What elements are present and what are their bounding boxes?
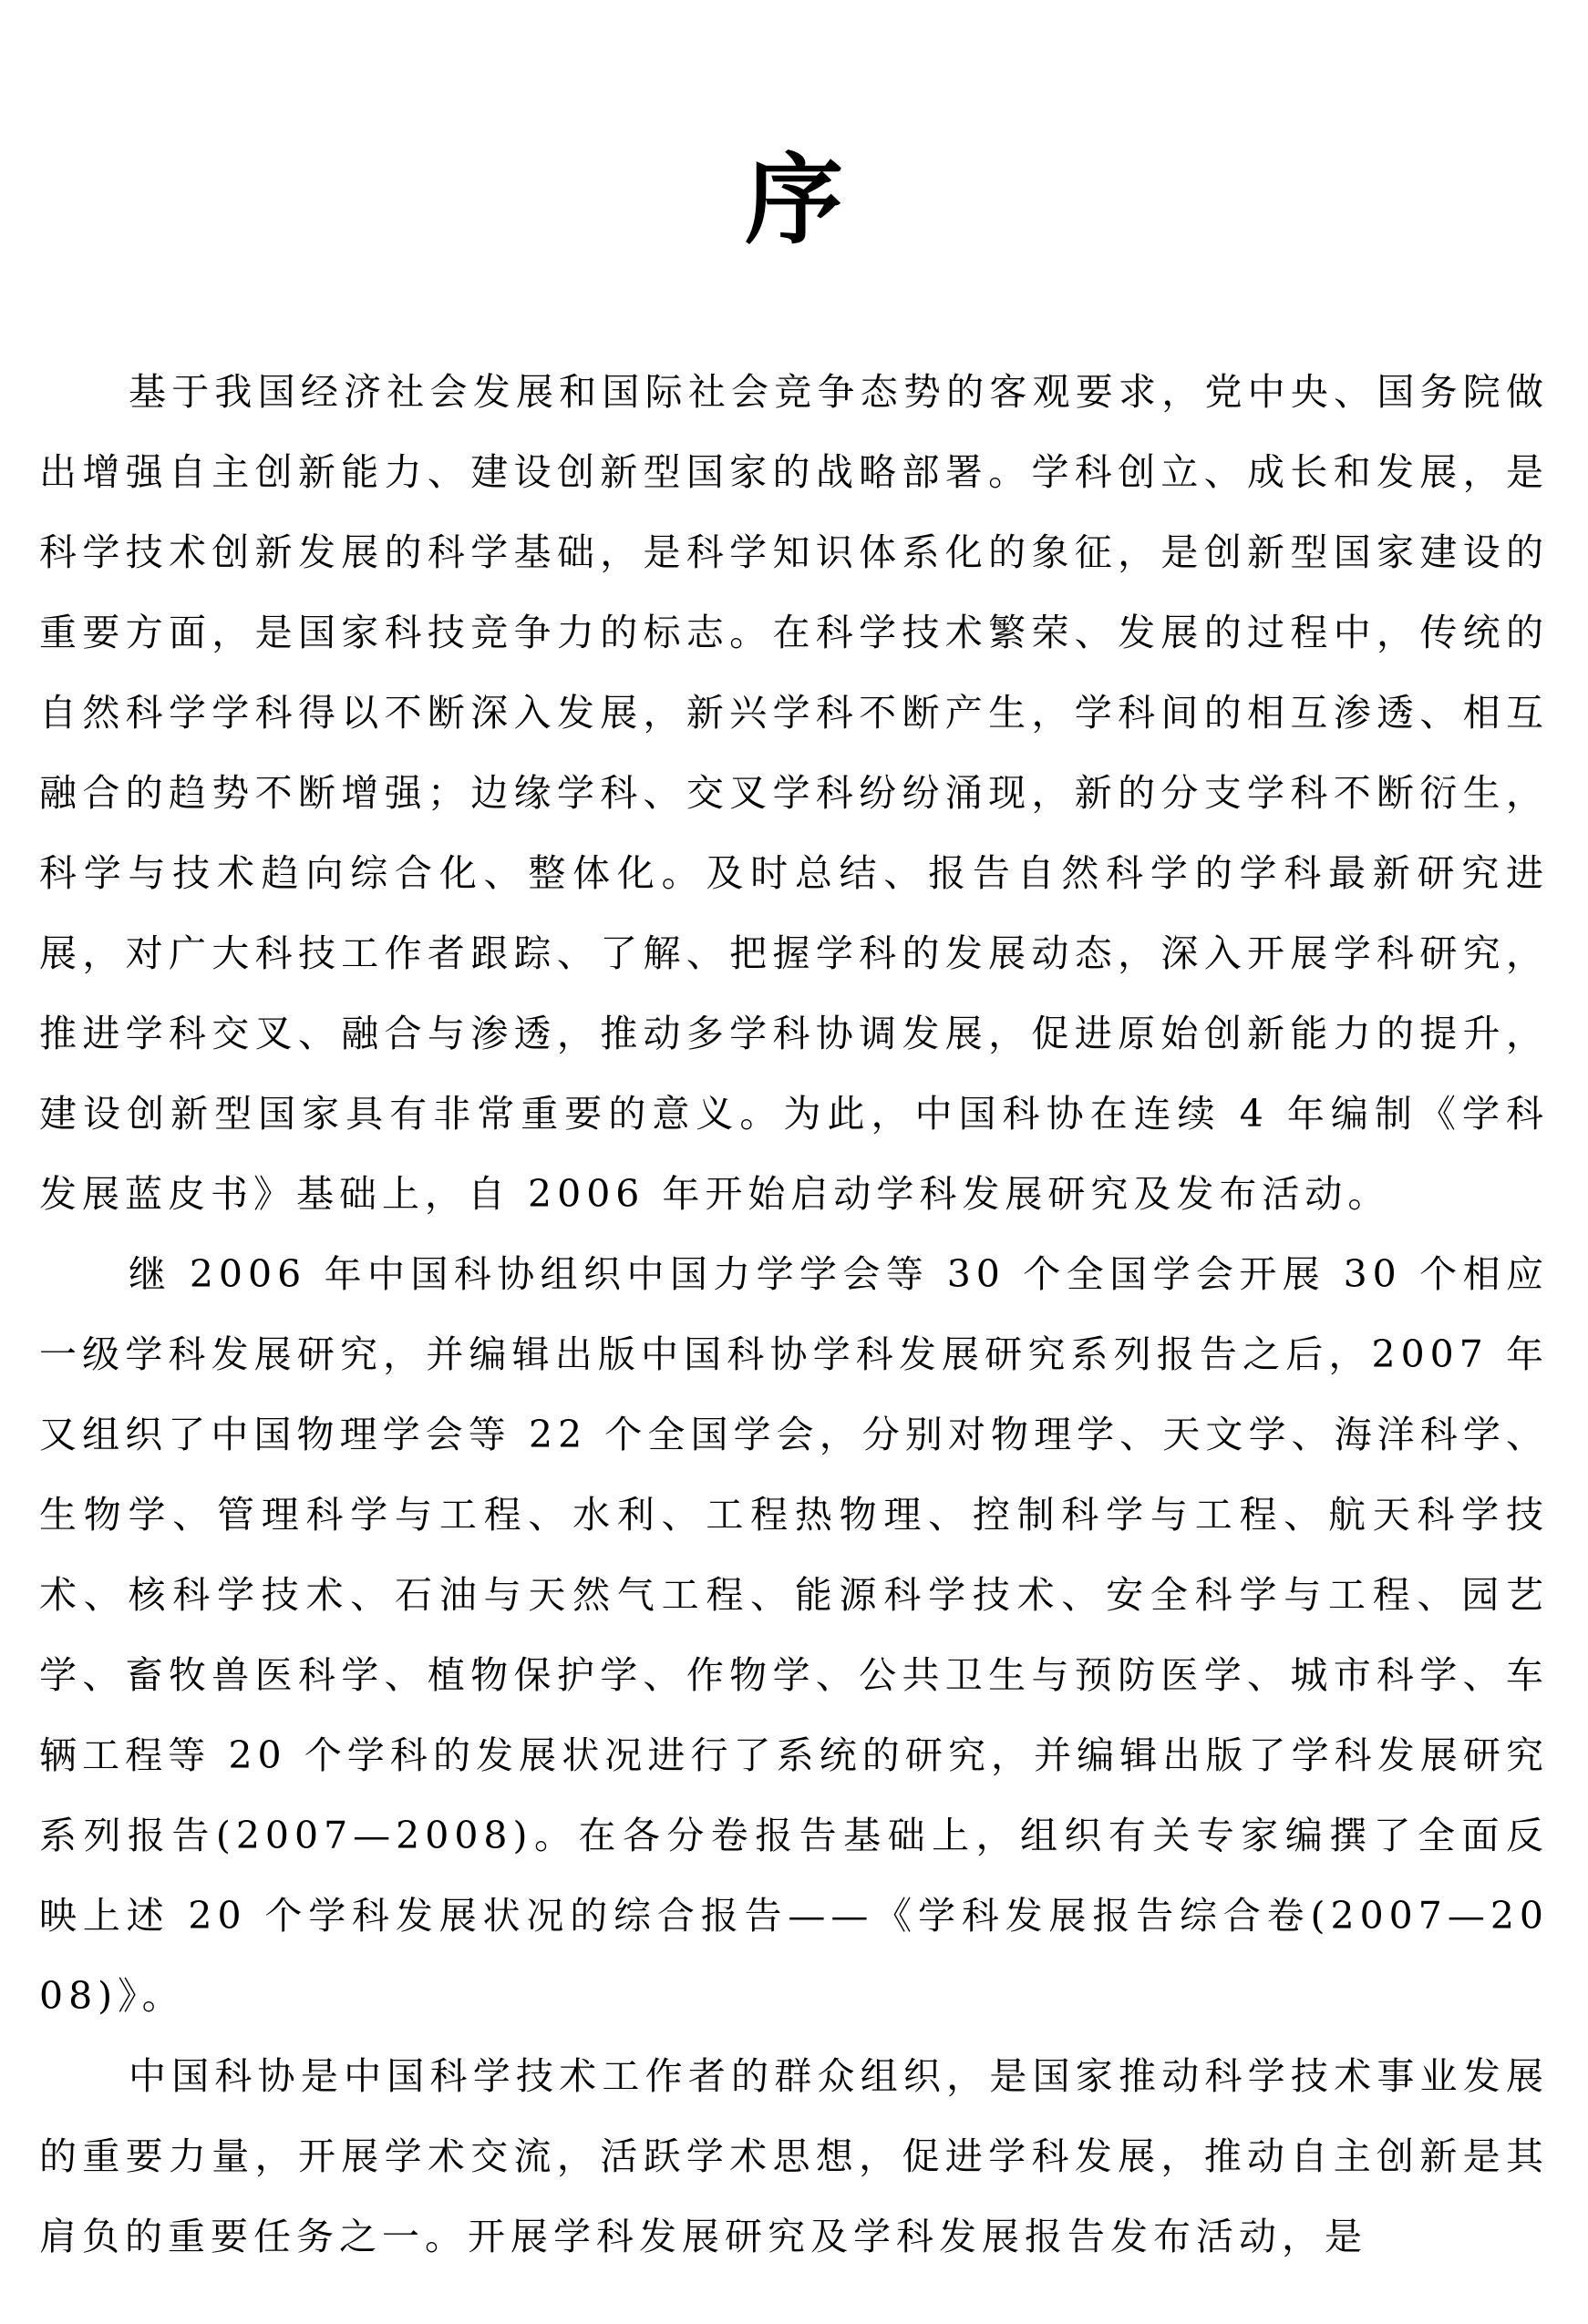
page-title: 序	[744, 143, 843, 258]
body-text	[39, 352, 1549, 2277]
paragraph-1: 基于我国经济社会发展和国际社会竞争态势的客观要求，党中央、国务院做出增强自主创新能力、建设创新型国家的战略部署。学科创立、成长和发展，是科学技术创新发展的科学基础，是科学知识体系化的象征，是创新型国家建设的重要方面，是国家科技竞争力的标志。在科学技术繁荣、发展的过程中，传统的自然科学学科得以不断深入发展，新兴学科不断产生，学科间的相互渗透、相互融合的趋势不断增强；边缘学科、交叉学科纷纷涌现，新的分支学科不断衍生，科学与技术趋向综合化、整体化。及时总结、报告自然科学的学科最新研究进展，对广大科技工作者跟踪、了解、把握学科的发展动态，深入开展学科研究，推进学科交叉、融合与渗透，推动多学科协调发展，促进原始创新能力的提升，建设创新型国家具有非常重要的意义。为此，中国科协在连续 4 年编制《学科发展蓝皮书》基础上，自 2006 年开始启动学科发展研究及发布活动。	[39, 370, 1549, 1216]
paragraph-2: 继 2006 年中国科协组织中国力学学会等 30 个全国学会开展 30 个相应一级学科发展研究，并编辑出版中国科协学科发展研究系列报告之后，2007 年又组织了中国物理学会等 22 个全国学会，分别对物理学、天文学、海洋科学、生物学、管理科学与工程、水利、工程热物理、控制科学与工程、航天科学技术、核科学技术、石油与天然气工程、能源科学技术、安全科学与工程、园艺学、畜牧兽医科学、植物保护学、作物学、公共卫生与预防医学、城市科学、车辆工程等 20 个学科的发展状况进行了系统的研究，并编辑出版了学科发展研究系列报告(2007—2008)。在各分卷报告基础上，组织有关专家编撰了全面反映上述 20 个学科发展状况的综合报告——《学科发展报告综合卷(2007—2008)》。	[39, 1252, 1549, 2018]
paragraph-3: 中国科协是中国科学技术工作者的群众组织，是国家推动科学技术事业发展的重要力量，开展学术交流，活跃学术思想，促进学科发展，推动自主创新是其肩负的重要任务之一。开展学科发展研究及学科发展报告发布活动，是	[39, 2054, 1549, 2258]
